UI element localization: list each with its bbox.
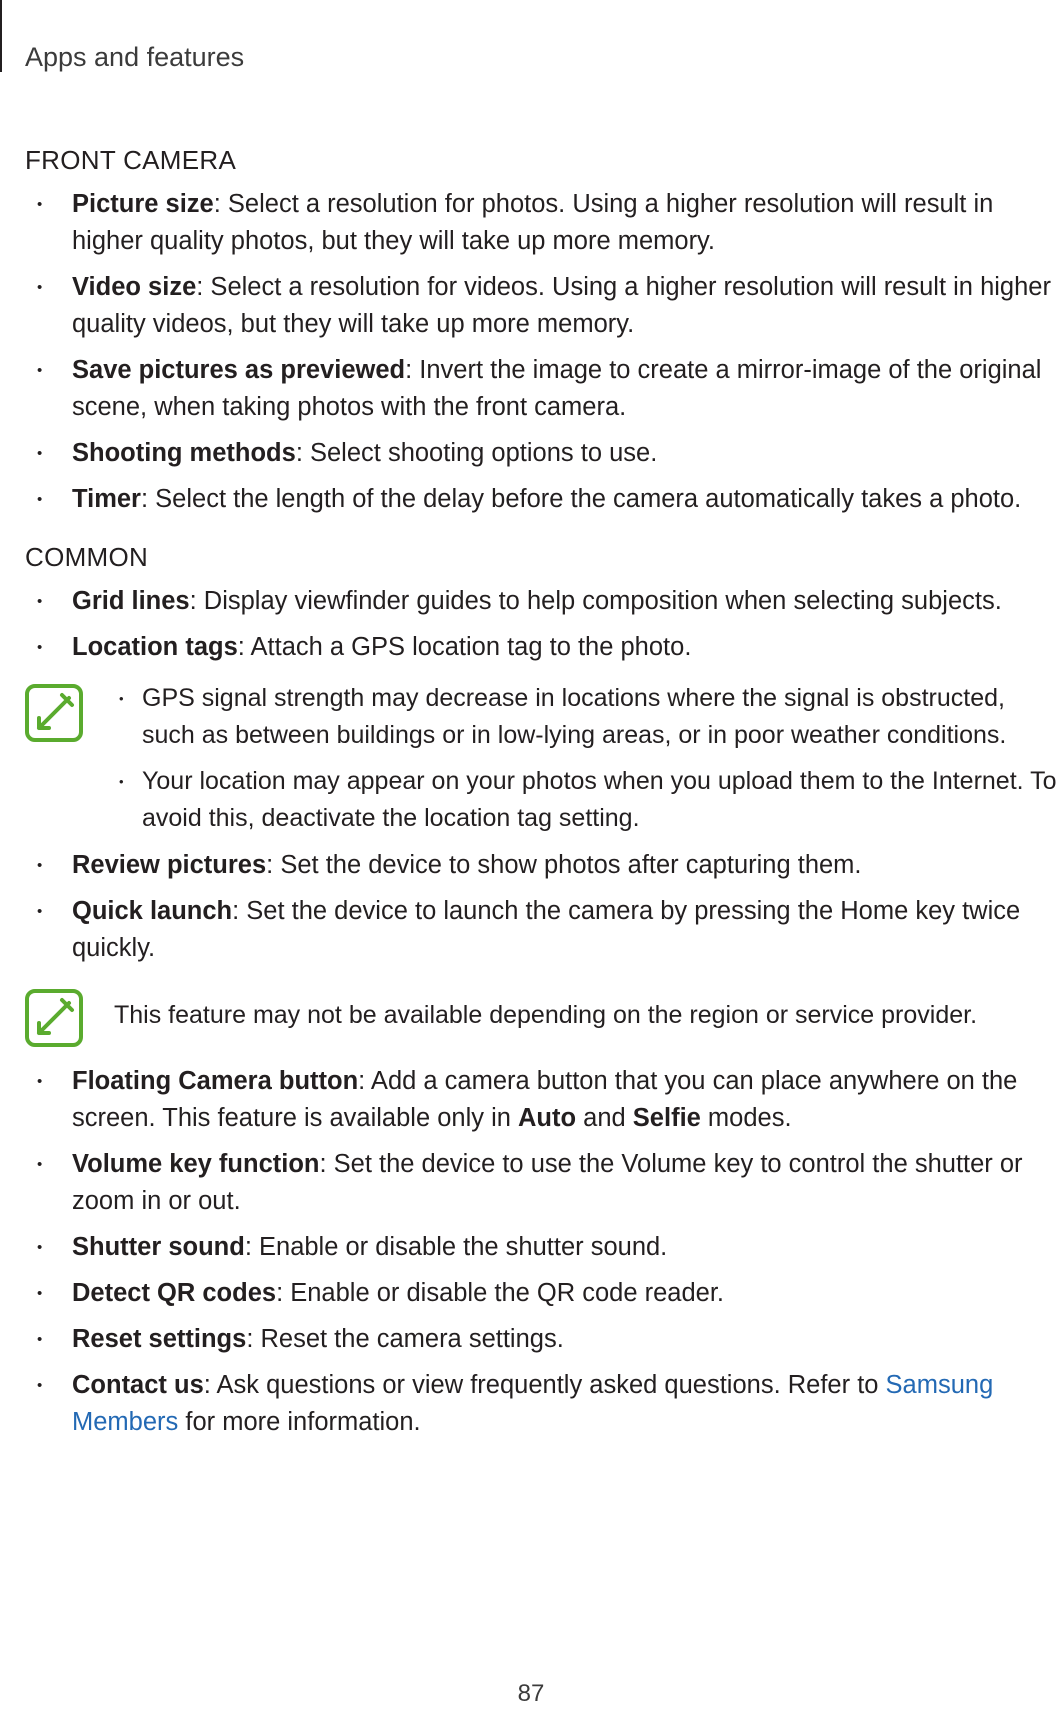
description: : Add a camera button that you can place anywhere on the screen. This feature is available only in: [72, 1067, 1018, 1132]
note-text: This feature may not be available depending on the region or service provider.: [114, 1001, 978, 1029]
page-number: 87: [517, 1680, 545, 1707]
term: Picture size: [72, 190, 214, 218]
description: : Select a resolution for photos. Using a higher resolution will result in higher quality photos, but they will take up more memory.: [72, 190, 994, 255]
term: Floating Camera button: [72, 1067, 359, 1095]
term: Reset settings: [72, 1325, 247, 1353]
term: Volume key function: [72, 1150, 320, 1178]
list-item-grid-lines: [25, 583, 1060, 620]
description-and: and: [576, 1104, 633, 1132]
list-item-detect-qr-codes: [25, 1275, 1060, 1312]
note-item: • GPS signal strength may decrease in locations where the signal is obstructed, such as between buildings or in low-lying areas, or in poor weather conditions.: [142, 680, 1060, 754]
description: : Set the device to launch the camera by pressing the Home key twice quickly.: [72, 897, 1021, 962]
list-item-shooting-methods: [25, 435, 1060, 472]
common-list-a: [25, 583, 1060, 666]
description-end: modes.: [700, 1104, 792, 1132]
note-item: • Your location may appear on your photos when you upload them to the Internet. To avoid this, deactivate the location tag setting.: [142, 763, 1060, 837]
term: Grid lines: [72, 587, 190, 615]
page-header: Apps and features: [25, 42, 245, 72]
description: : Set the device to use the Volume key to control the shutter or zoom in or out.: [72, 1150, 1023, 1215]
list-item-floating-camera-button: [25, 1063, 1060, 1137]
list-item-location-tags: [25, 629, 1060, 666]
mode-selfie: Selfie: [632, 1104, 701, 1132]
description: : Select shooting options to use.: [295, 439, 658, 467]
term: Contact us: [72, 1371, 204, 1399]
description-end: for more information.: [178, 1408, 421, 1436]
mode-auto: Auto: [518, 1104, 577, 1132]
common-list-c: [25, 1063, 1060, 1441]
term: Shooting methods: [72, 439, 296, 467]
note-location-list: [25, 680, 1060, 837]
note-availability: [25, 985, 1060, 1045]
list-item-timer: [25, 481, 1060, 518]
section-title-common: COMMON: [25, 542, 149, 572]
description: : Select the length of the delay before the camera automatically takes a photo.: [140, 485, 1022, 513]
description: : Select a resolution for videos. Using a higher resolution will result in higher quality videos, but they will take up more memory.: [72, 273, 1051, 338]
list-item-shutter-sound: [25, 1229, 1060, 1266]
list-item-volume-key-function: [25, 1146, 1060, 1220]
description: : Set the device to show photos after capturing them.: [266, 851, 862, 879]
term: Shutter sound: [72, 1233, 245, 1261]
description: : Enable or disable the QR code reader.: [276, 1279, 725, 1307]
section-title-front-camera: FRONT CAMERA: [25, 145, 237, 175]
note-icon: [25, 989, 83, 1047]
term: Save pictures as previewed: [72, 356, 406, 384]
term: Timer: [72, 485, 141, 513]
samsung-members-link[interactable]: Samsung Members: [72, 1371, 994, 1436]
note-icon: [25, 684, 83, 742]
description: : Invert the image to create a mirror-image of the original scene, when taking photos with the front camera.: [72, 356, 1042, 421]
list-item-contact-us: [25, 1367, 1060, 1441]
list-item-picture-size: [25, 186, 1060, 260]
term: Quick launch: [72, 897, 233, 925]
list-item-review-pictures: [25, 847, 1060, 884]
list-item-quick-launch: [25, 893, 1060, 967]
description: : Display viewfinder guides to help composition when selecting subjects.: [189, 587, 1002, 615]
list-item-save-pictures-as-previewed: [25, 352, 1060, 426]
term: Review pictures: [72, 851, 267, 879]
description: : Reset the camera settings.: [246, 1325, 564, 1353]
description: : Attach a GPS location tag to the photo.: [237, 633, 692, 661]
list-item-video-size: [25, 269, 1060, 343]
note-location: [25, 680, 1060, 837]
term: Detect QR codes: [72, 1279, 277, 1307]
common-list-b: [25, 847, 1060, 967]
term: Location tags: [72, 633, 238, 661]
page-content: [25, 143, 1060, 1441]
description: : Ask questions or view frequently asked questions. Refer to: [203, 1371, 886, 1399]
list-item-reset-settings: [25, 1321, 1060, 1358]
term: Video size: [72, 273, 197, 301]
header-side-rule: [0, 0, 2, 72]
description: : Enable or disable the shutter sound.: [244, 1233, 668, 1261]
front-camera-list: [25, 186, 1060, 518]
